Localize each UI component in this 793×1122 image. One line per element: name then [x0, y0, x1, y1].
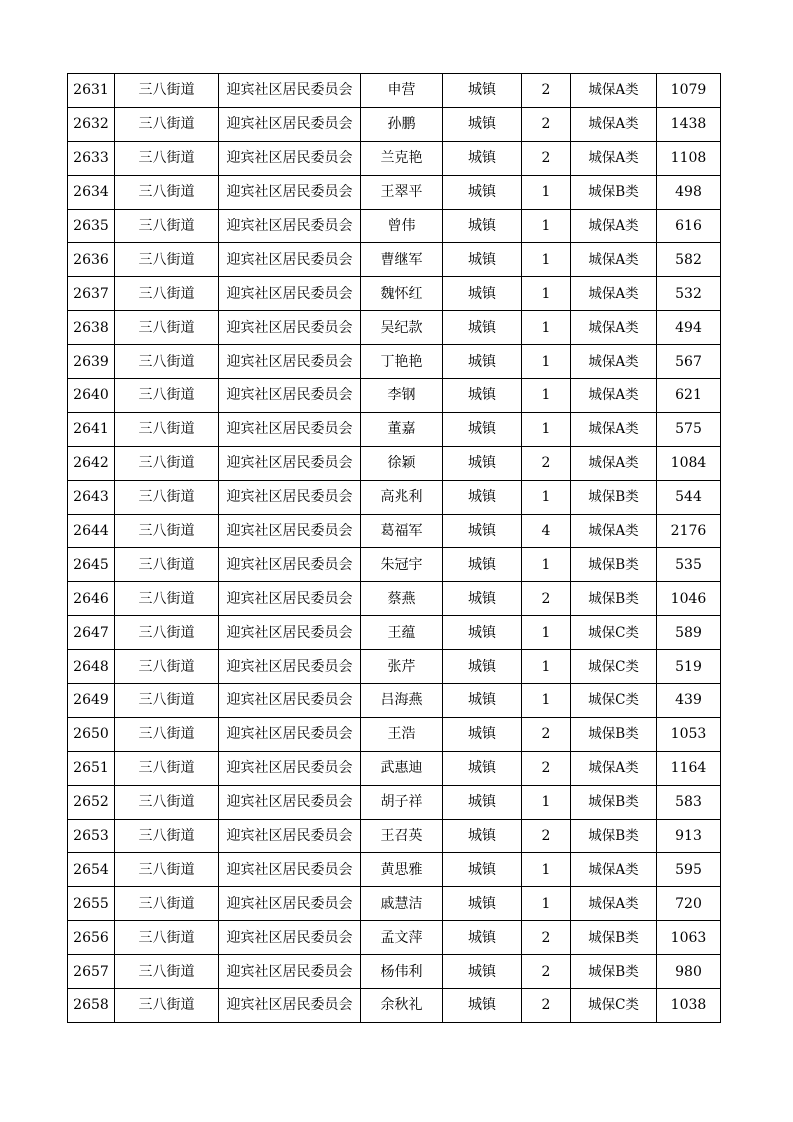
- category-cell: 城保B类: [571, 582, 657, 616]
- table-row: [68, 717, 721, 751]
- subdistrict-cell: 三八街道: [115, 785, 219, 819]
- subdistrict-cell: 三八街道: [115, 717, 219, 751]
- household-type-cell: 城镇: [443, 684, 522, 718]
- household-type-cell: 城镇: [443, 989, 522, 1023]
- community-cell: 迎宾社区居民委员会: [219, 141, 361, 175]
- table-row: [68, 74, 721, 108]
- category-cell: 城保B类: [571, 717, 657, 751]
- subdistrict-cell: 三八街道: [115, 582, 219, 616]
- person-count-cell: 2: [522, 989, 571, 1023]
- amount-cell: 1053: [657, 717, 721, 751]
- community-cell: 迎宾社区居民委员会: [219, 989, 361, 1023]
- table-row: [68, 785, 721, 819]
- community-cell: 迎宾社区居民委员会: [219, 548, 361, 582]
- community-cell: 迎宾社区居民委员会: [219, 717, 361, 751]
- subdistrict-cell: 三八街道: [115, 209, 219, 243]
- serial-number-cell: 2651: [68, 751, 115, 785]
- person-count-cell: 1: [522, 379, 571, 413]
- person-count-cell: 1: [522, 345, 571, 379]
- table-row: [68, 616, 721, 650]
- category-cell: 城保A类: [571, 446, 657, 480]
- amount-cell: 2176: [657, 514, 721, 548]
- subdistrict-cell: 三八街道: [115, 379, 219, 413]
- table-row: [68, 955, 721, 989]
- person-count-cell: 2: [522, 921, 571, 955]
- serial-number-cell: 2657: [68, 955, 115, 989]
- table-row: [68, 887, 721, 921]
- subdistrict-cell: 三八街道: [115, 921, 219, 955]
- household-type-cell: 城镇: [443, 141, 522, 175]
- amount-cell: 616: [657, 209, 721, 243]
- person-count-cell: 2: [522, 74, 571, 108]
- household-type-cell: 城镇: [443, 514, 522, 548]
- subdistrict-cell: 三八街道: [115, 955, 219, 989]
- serial-number-cell: 2633: [68, 141, 115, 175]
- amount-cell: 980: [657, 955, 721, 989]
- category-cell: 城保B类: [571, 480, 657, 514]
- subdistrict-cell: 三八街道: [115, 480, 219, 514]
- name-cell: 王浩: [361, 717, 443, 751]
- person-count-cell: 1: [522, 277, 571, 311]
- name-cell: 王召英: [361, 819, 443, 853]
- subdistrict-cell: 三八街道: [115, 74, 219, 108]
- household-type-cell: 城镇: [443, 717, 522, 751]
- subdistrict-cell: 三八街道: [115, 446, 219, 480]
- table-row: [68, 751, 721, 785]
- serial-number-cell: 2647: [68, 616, 115, 650]
- name-cell: 张芹: [361, 650, 443, 684]
- community-cell: 迎宾社区居民委员会: [219, 955, 361, 989]
- name-cell: 杨伟利: [361, 955, 443, 989]
- serial-number-cell: 2637: [68, 277, 115, 311]
- category-cell: 城保B类: [571, 819, 657, 853]
- serial-number-cell: 2643: [68, 480, 115, 514]
- table-row: [68, 141, 721, 175]
- table-row: [68, 921, 721, 955]
- category-cell: 城保C类: [571, 616, 657, 650]
- community-cell: 迎宾社区居民委员会: [219, 887, 361, 921]
- community-cell: 迎宾社区居民委员会: [219, 446, 361, 480]
- name-cell: 吴纪款: [361, 311, 443, 345]
- name-cell: 丁艳艳: [361, 345, 443, 379]
- table-row: [68, 548, 721, 582]
- table-row: [68, 243, 721, 277]
- table-row: [68, 514, 721, 548]
- subdistrict-cell: 三八街道: [115, 548, 219, 582]
- serial-number-cell: 2658: [68, 989, 115, 1023]
- person-count-cell: 2: [522, 751, 571, 785]
- subdistrict-cell: 三八街道: [115, 751, 219, 785]
- table-row: [68, 446, 721, 480]
- household-type-cell: 城镇: [443, 785, 522, 819]
- community-cell: 迎宾社区居民委员会: [219, 209, 361, 243]
- serial-number-cell: 2652: [68, 785, 115, 819]
- amount-cell: 913: [657, 819, 721, 853]
- category-cell: 城保C类: [571, 650, 657, 684]
- subdistrict-cell: 三八街道: [115, 107, 219, 141]
- name-cell: 蔡燕: [361, 582, 443, 616]
- name-cell: 王翠平: [361, 175, 443, 209]
- subdistrict-cell: 三八街道: [115, 345, 219, 379]
- category-cell: 城保A类: [571, 514, 657, 548]
- subdistrict-cell: 三八街道: [115, 887, 219, 921]
- household-type-cell: 城镇: [443, 74, 522, 108]
- community-cell: 迎宾社区居民委员会: [219, 480, 361, 514]
- amount-cell: 1084: [657, 446, 721, 480]
- roster-body: [68, 74, 721, 1023]
- community-cell: 迎宾社区居民委员会: [219, 175, 361, 209]
- serial-number-cell: 2634: [68, 175, 115, 209]
- person-count-cell: 2: [522, 955, 571, 989]
- serial-number-cell: 2645: [68, 548, 115, 582]
- amount-cell: 544: [657, 480, 721, 514]
- subdistrict-cell: 三八街道: [115, 277, 219, 311]
- community-cell: 迎宾社区居民委员会: [219, 379, 361, 413]
- amount-cell: 583: [657, 785, 721, 819]
- amount-cell: 1038: [657, 989, 721, 1023]
- household-type-cell: 城镇: [443, 209, 522, 243]
- amount-cell: 535: [657, 548, 721, 582]
- category-cell: 城保A类: [571, 277, 657, 311]
- community-cell: 迎宾社区居民委员会: [219, 311, 361, 345]
- table-row: [68, 582, 721, 616]
- person-count-cell: 1: [522, 785, 571, 819]
- category-cell: 城保A类: [571, 853, 657, 887]
- person-count-cell: 1: [522, 548, 571, 582]
- serial-number-cell: 2646: [68, 582, 115, 616]
- table-row: [68, 412, 721, 446]
- name-cell: 葛福军: [361, 514, 443, 548]
- household-type-cell: 城镇: [443, 751, 522, 785]
- amount-cell: 1164: [657, 751, 721, 785]
- serial-number-cell: 2636: [68, 243, 115, 277]
- person-count-cell: 2: [522, 717, 571, 751]
- household-type-cell: 城镇: [443, 582, 522, 616]
- amount-cell: 1079: [657, 74, 721, 108]
- category-cell: 城保B类: [571, 175, 657, 209]
- person-count-cell: 1: [522, 616, 571, 650]
- name-cell: 曾伟: [361, 209, 443, 243]
- community-cell: 迎宾社区居民委员会: [219, 819, 361, 853]
- household-type-cell: 城镇: [443, 345, 522, 379]
- name-cell: 孙鹏: [361, 107, 443, 141]
- person-count-cell: 1: [522, 887, 571, 921]
- subdistrict-cell: 三八街道: [115, 616, 219, 650]
- person-count-cell: 1: [522, 311, 571, 345]
- subdistrict-cell: 三八街道: [115, 684, 219, 718]
- table-row: [68, 277, 721, 311]
- name-cell: 魏怀红: [361, 277, 443, 311]
- subdistrict-cell: 三八街道: [115, 243, 219, 277]
- serial-number-cell: 2635: [68, 209, 115, 243]
- category-cell: 城保A类: [571, 74, 657, 108]
- person-count-cell: 1: [522, 650, 571, 684]
- category-cell: 城保B类: [571, 921, 657, 955]
- name-cell: 戚慧洁: [361, 887, 443, 921]
- amount-cell: 582: [657, 243, 721, 277]
- community-cell: 迎宾社区居民委员会: [219, 582, 361, 616]
- name-cell: 高兆利: [361, 480, 443, 514]
- name-cell: 申营: [361, 74, 443, 108]
- serial-number-cell: 2640: [68, 379, 115, 413]
- subdistrict-cell: 三八街道: [115, 853, 219, 887]
- community-cell: 迎宾社区居民委员会: [219, 751, 361, 785]
- household-type-cell: 城镇: [443, 311, 522, 345]
- household-type-cell: 城镇: [443, 853, 522, 887]
- table-row: [68, 175, 721, 209]
- person-count-cell: 1: [522, 412, 571, 446]
- community-cell: 迎宾社区居民委员会: [219, 277, 361, 311]
- table-row: [68, 480, 721, 514]
- serial-number-cell: 2656: [68, 921, 115, 955]
- subdistrict-cell: 三八街道: [115, 514, 219, 548]
- subdistrict-cell: 三八街道: [115, 311, 219, 345]
- amount-cell: 498: [657, 175, 721, 209]
- household-type-cell: 城镇: [443, 921, 522, 955]
- name-cell: 李钢: [361, 379, 443, 413]
- amount-cell: 532: [657, 277, 721, 311]
- table-row: [68, 379, 721, 413]
- category-cell: 城保C类: [571, 989, 657, 1023]
- amount-cell: 1046: [657, 582, 721, 616]
- amount-cell: 595: [657, 853, 721, 887]
- name-cell: 胡子祥: [361, 785, 443, 819]
- name-cell: 曹继军: [361, 243, 443, 277]
- serial-number-cell: 2642: [68, 446, 115, 480]
- category-cell: 城保A类: [571, 379, 657, 413]
- category-cell: 城保A类: [571, 345, 657, 379]
- name-cell: 董嘉: [361, 412, 443, 446]
- amount-cell: 1063: [657, 921, 721, 955]
- household-type-cell: 城镇: [443, 107, 522, 141]
- category-cell: 城保B类: [571, 548, 657, 582]
- table-row: [68, 853, 721, 887]
- serial-number-cell: 2641: [68, 412, 115, 446]
- category-cell: 城保A类: [571, 243, 657, 277]
- person-count-cell: 2: [522, 141, 571, 175]
- community-cell: 迎宾社区居民委员会: [219, 785, 361, 819]
- category-cell: 城保B类: [571, 955, 657, 989]
- subdistrict-cell: 三八街道: [115, 175, 219, 209]
- serial-number-cell: 2649: [68, 684, 115, 718]
- amount-cell: 720: [657, 887, 721, 921]
- amount-cell: 439: [657, 684, 721, 718]
- household-type-cell: 城镇: [443, 887, 522, 921]
- household-type-cell: 城镇: [443, 243, 522, 277]
- household-type-cell: 城镇: [443, 616, 522, 650]
- serial-number-cell: 2654: [68, 853, 115, 887]
- household-type-cell: 城镇: [443, 277, 522, 311]
- amount-cell: 1438: [657, 107, 721, 141]
- name-cell: 兰克艳: [361, 141, 443, 175]
- name-cell: 王蕴: [361, 616, 443, 650]
- subdistrict-cell: 三八街道: [115, 650, 219, 684]
- category-cell: 城保A类: [571, 412, 657, 446]
- amount-cell: 621: [657, 379, 721, 413]
- person-count-cell: 2: [522, 819, 571, 853]
- category-cell: 城保A类: [571, 107, 657, 141]
- name-cell: 徐颖: [361, 446, 443, 480]
- household-type-cell: 城镇: [443, 955, 522, 989]
- serial-number-cell: 2632: [68, 107, 115, 141]
- table-row: [68, 107, 721, 141]
- community-cell: 迎宾社区居民委员会: [219, 514, 361, 548]
- category-cell: 城保A类: [571, 751, 657, 785]
- household-type-cell: 城镇: [443, 175, 522, 209]
- category-cell: 城保A类: [571, 887, 657, 921]
- community-cell: 迎宾社区居民委员会: [219, 853, 361, 887]
- category-cell: 城保A类: [571, 141, 657, 175]
- table-row: [68, 650, 721, 684]
- amount-cell: 494: [657, 311, 721, 345]
- person-count-cell: 1: [522, 175, 571, 209]
- name-cell: 黄思雅: [361, 853, 443, 887]
- community-cell: 迎宾社区居民委员会: [219, 412, 361, 446]
- amount-cell: 575: [657, 412, 721, 446]
- amount-cell: 1108: [657, 141, 721, 175]
- community-cell: 迎宾社区居民委员会: [219, 107, 361, 141]
- household-type-cell: 城镇: [443, 379, 522, 413]
- person-count-cell: 1: [522, 243, 571, 277]
- name-cell: 朱冠宇: [361, 548, 443, 582]
- community-cell: 迎宾社区居民委员会: [219, 243, 361, 277]
- person-count-cell: 1: [522, 209, 571, 243]
- household-type-cell: 城镇: [443, 548, 522, 582]
- name-cell: 余秋礼: [361, 989, 443, 1023]
- person-count-cell: 1: [522, 684, 571, 718]
- name-cell: 孟文萍: [361, 921, 443, 955]
- serial-number-cell: 2638: [68, 311, 115, 345]
- community-cell: 迎宾社区居民委员会: [219, 684, 361, 718]
- serial-number-cell: 2650: [68, 717, 115, 751]
- person-count-cell: 4: [522, 514, 571, 548]
- subdistrict-cell: 三八街道: [115, 819, 219, 853]
- name-cell: 吕海燕: [361, 684, 443, 718]
- community-cell: 迎宾社区居民委员会: [219, 345, 361, 379]
- community-cell: 迎宾社区居民委员会: [219, 74, 361, 108]
- table-row: [68, 209, 721, 243]
- subdistrict-cell: 三八街道: [115, 141, 219, 175]
- serial-number-cell: 2639: [68, 345, 115, 379]
- table-row: [68, 684, 721, 718]
- category-cell: 城保B类: [571, 785, 657, 819]
- serial-number-cell: 2653: [68, 819, 115, 853]
- subdistrict-cell: 三八街道: [115, 412, 219, 446]
- serial-number-cell: 2644: [68, 514, 115, 548]
- serial-number-cell: 2631: [68, 74, 115, 108]
- person-count-cell: 2: [522, 107, 571, 141]
- table-row: [68, 311, 721, 345]
- person-count-cell: 2: [522, 582, 571, 616]
- household-type-cell: 城镇: [443, 446, 522, 480]
- table-row: [68, 989, 721, 1023]
- category-cell: 城保C类: [571, 684, 657, 718]
- subdistrict-cell: 三八街道: [115, 989, 219, 1023]
- serial-number-cell: 2648: [68, 650, 115, 684]
- household-type-cell: 城镇: [443, 819, 522, 853]
- roster-table: [67, 73, 721, 1023]
- category-cell: 城保A类: [571, 311, 657, 345]
- amount-cell: 589: [657, 616, 721, 650]
- serial-number-cell: 2655: [68, 887, 115, 921]
- table-row: [68, 345, 721, 379]
- community-cell: 迎宾社区居民委员会: [219, 616, 361, 650]
- amount-cell: 567: [657, 345, 721, 379]
- household-type-cell: 城镇: [443, 480, 522, 514]
- household-type-cell: 城镇: [443, 412, 522, 446]
- community-cell: 迎宾社区居民委员会: [219, 921, 361, 955]
- person-count-cell: 2: [522, 446, 571, 480]
- person-count-cell: 1: [522, 480, 571, 514]
- person-count-cell: 1: [522, 853, 571, 887]
- table-row: [68, 819, 721, 853]
- name-cell: 武惠迪: [361, 751, 443, 785]
- household-type-cell: 城镇: [443, 650, 522, 684]
- category-cell: 城保A类: [571, 209, 657, 243]
- amount-cell: 519: [657, 650, 721, 684]
- community-cell: 迎宾社区居民委员会: [219, 650, 361, 684]
